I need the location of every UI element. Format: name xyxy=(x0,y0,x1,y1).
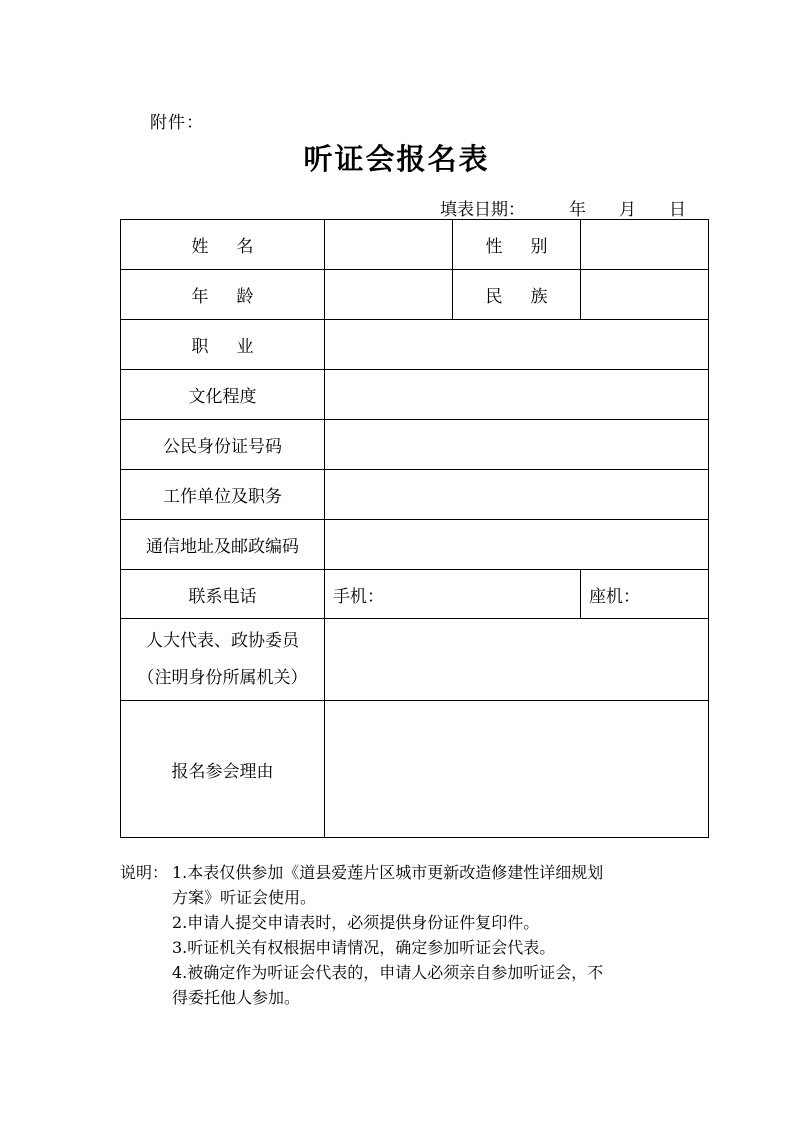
fill-date-row xyxy=(440,195,686,220)
day-label: 日 xyxy=(669,200,686,220)
address-field[interactable] xyxy=(325,520,709,570)
age-field[interactable] xyxy=(325,270,453,320)
address-label: 通信地址及邮政编码 xyxy=(121,520,325,570)
reason-label: 报名参会理由 xyxy=(121,701,325,838)
age-label: 年 龄 xyxy=(121,270,325,320)
gender-label: 性 别 xyxy=(453,220,581,270)
gender-field[interactable] xyxy=(581,220,709,270)
landline-field[interactable]: 座机： xyxy=(581,570,709,619)
ethnicity-label: 民 族 xyxy=(453,270,581,320)
occupation-field[interactable] xyxy=(325,320,709,370)
fill-date-label: 填表日期： xyxy=(440,200,525,220)
note-4-line1: 4.被确定作为听证会代表的，申请人必须亲自参加听证会，不 xyxy=(172,963,604,982)
page-title: 听证会报名表 xyxy=(303,142,490,176)
representative-label-line1: 人大代表、政协委员 xyxy=(146,630,299,651)
notes-lead: 说明： xyxy=(120,863,169,882)
occupation-label: 职 业 xyxy=(121,320,325,370)
name-label: 姓 名 xyxy=(121,220,325,270)
note-3: 3.听证机关有权根据申请情况，确定参加听证会代表。 xyxy=(172,938,556,957)
note-1-line2: 方案》听证会使用。 xyxy=(172,888,317,907)
workplace-label: 工作单位及职务 xyxy=(121,470,325,520)
note-1-line1: 1.本表仅供参加《道县爱莲片区城市更新改造修建性详细规划 xyxy=(172,863,604,882)
notes-section xyxy=(120,860,603,1010)
year-label: 年 xyxy=(569,200,586,220)
note-2: 2.申请人提交申请表时，必须提供身份证件复印件。 xyxy=(172,913,540,932)
note-4-line2: 得委托他人参加。 xyxy=(172,988,301,1007)
registration-form-table xyxy=(120,219,709,838)
education-field[interactable] xyxy=(325,370,709,420)
mobile-field[interactable]: 手机： xyxy=(325,570,581,619)
ethnicity-field[interactable] xyxy=(581,270,709,320)
representative-label xyxy=(121,619,325,701)
workplace-field[interactable] xyxy=(325,470,709,520)
id-number-field[interactable] xyxy=(325,420,709,470)
representative-field[interactable] xyxy=(325,619,709,701)
id-number-label: 公民身份证号码 xyxy=(121,420,325,470)
attachment-label: 附件： xyxy=(150,113,204,133)
month-label: 月 xyxy=(619,200,636,220)
name-field[interactable] xyxy=(325,220,453,270)
education-label: 文化程度 xyxy=(121,370,325,420)
phone-label: 联系电话 xyxy=(121,570,325,619)
reason-field[interactable] xyxy=(325,701,709,838)
representative-label-line2: （注明身份所属机关） xyxy=(137,667,308,688)
